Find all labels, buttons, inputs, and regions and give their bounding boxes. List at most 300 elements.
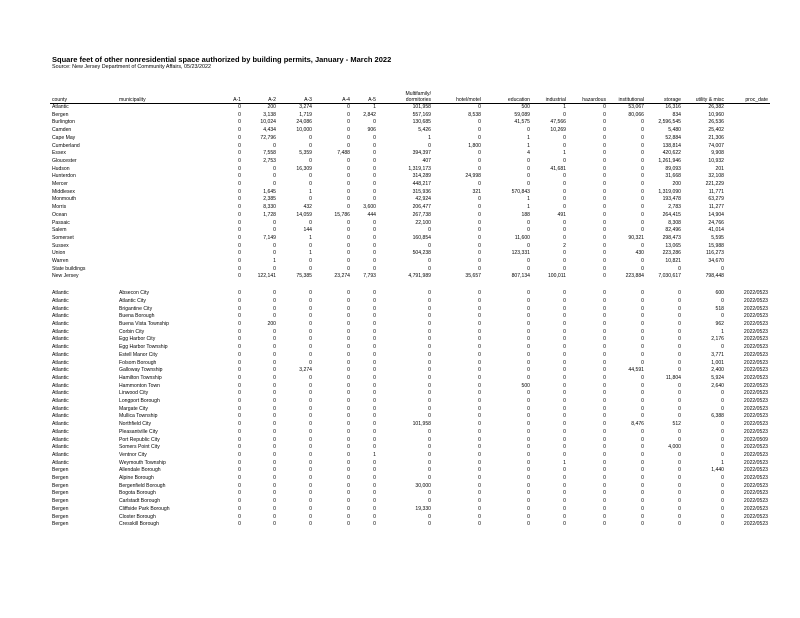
value-cell: 0 — [478, 165, 481, 172]
value-cell: 0 — [603, 498, 606, 505]
value-cell: 0 — [563, 413, 566, 420]
value-cell: 0 — [273, 367, 276, 374]
value-cell: 5,359 — [299, 150, 312, 157]
value-cell: 0 — [603, 382, 606, 389]
value-cell: 0 — [373, 374, 376, 381]
value-cell: 0 — [238, 521, 241, 528]
county-cell: Hunterdon — [52, 173, 76, 180]
municipality-cell: Atlantic City — [119, 297, 146, 304]
value-cell: 0 — [563, 421, 566, 428]
value-cell: 2022/0523 — [743, 475, 768, 482]
value-cell: 0 — [678, 328, 681, 335]
value-cell: 0 — [478, 521, 481, 528]
value-cell: 0 — [478, 505, 481, 512]
value-cell: 2,176 — [711, 336, 724, 343]
county-cell: Ocean — [52, 211, 68, 218]
municipality-row — [50, 429, 770, 437]
value-cell: 0 — [641, 498, 644, 505]
value-cell: 1 — [721, 459, 724, 466]
value-cell: 0 — [563, 250, 566, 257]
value-cell: 0 — [641, 405, 644, 412]
value-cell: 34,670 — [708, 258, 724, 265]
value-cell: 0 — [373, 134, 376, 141]
value-cell: 0 — [373, 505, 376, 512]
value-cell — [726, 150, 770, 158]
value-cell: 0 — [238, 173, 241, 180]
value-cell: 122,141 — [257, 273, 276, 280]
value-cell: 0 — [347, 475, 350, 482]
value-cell: 0 — [309, 505, 312, 512]
value-cell: 7,030,617 — [658, 273, 681, 280]
value-cell: 0 — [373, 421, 376, 428]
value-cell: 0 — [527, 390, 530, 397]
county-row — [50, 235, 770, 243]
value-cell: 0 — [428, 390, 431, 397]
value-cell: 0 — [238, 320, 241, 327]
value-cell: 0 — [347, 320, 350, 327]
value-cell: 0 — [347, 258, 350, 265]
value-cell: 0 — [527, 336, 530, 343]
county-cell: Bergen — [52, 505, 69, 512]
value-cell: 32,108 — [708, 173, 724, 180]
value-cell: 0 — [478, 405, 481, 412]
value-cell: 0 — [428, 265, 431, 272]
value-cell: 0 — [373, 351, 376, 358]
value-cell: 0 — [373, 444, 376, 451]
value-cell: 0 — [373, 227, 376, 234]
municipality-cell: Galloway Township — [119, 367, 163, 374]
value-cell: 0 — [309, 265, 312, 272]
value-cell: 0 — [347, 513, 350, 520]
value-cell: 0 — [603, 157, 606, 164]
value-cell: 0 — [563, 374, 566, 381]
value-cell: 0 — [603, 390, 606, 397]
value-cell: 5,426 — [418, 127, 431, 134]
value-cell: 2022/0523 — [743, 351, 768, 358]
value-cell: 0 — [238, 421, 241, 428]
value-cell: 0 — [641, 475, 644, 482]
value-cell: 432 — [303, 204, 312, 211]
value-cell: 600 — [715, 290, 724, 297]
county-cell: Bergen — [52, 498, 69, 505]
county-cell: Bergen — [52, 467, 69, 474]
column-header: hotel/motel — [433, 89, 483, 104]
value-cell: 2022/0523 — [743, 367, 768, 374]
municipality-cell: Longport Borough — [119, 398, 160, 405]
value-cell: 0 — [563, 444, 566, 451]
value-cell: 0 — [238, 398, 241, 405]
value-cell: 0 — [238, 382, 241, 389]
value-cell: 0 — [238, 297, 241, 304]
value-cell: 0 — [641, 451, 644, 458]
value-cell: 16,309 — [296, 165, 312, 172]
value-cell: 0 — [238, 490, 241, 497]
value-cell: 15,988 — [708, 242, 724, 249]
value-cell: 0 — [678, 297, 681, 304]
value-cell: 0 — [678, 344, 681, 351]
value-cell: 0 — [641, 398, 644, 405]
value-cell: 0 — [238, 242, 241, 249]
value-cell: 0 — [641, 297, 644, 304]
value-cell: 9,908 — [711, 150, 724, 157]
county-cell: Essex — [52, 150, 66, 157]
municipality-row — [50, 398, 770, 406]
column-header: industrial — [532, 89, 568, 104]
column-header: A-3 — [278, 89, 314, 104]
value-cell — [726, 243, 770, 251]
value-cell: 0 — [347, 398, 350, 405]
value-cell: 8,330 — [263, 204, 276, 211]
municipality-cell: Buena Borough — [119, 313, 155, 320]
value-cell: 0 — [603, 521, 606, 528]
value-cell: 2022/0509 — [743, 436, 768, 443]
value-cell: 2022/0523 — [743, 498, 768, 505]
value-cell: 1 — [373, 451, 376, 458]
value-cell — [726, 235, 770, 243]
value-cell: 0 — [527, 367, 530, 374]
municipality-cell: Cliffside Park Borough — [119, 505, 170, 512]
value-cell: 0 — [603, 234, 606, 241]
value-cell: 0 — [527, 421, 530, 428]
value-cell: 0 — [428, 521, 431, 528]
value-cell: 1,001 — [711, 359, 724, 366]
value-cell: 41,575 — [514, 119, 530, 126]
value-cell: 0 — [309, 428, 312, 435]
value-cell: 0 — [641, 374, 644, 381]
municipality-row — [50, 475, 770, 483]
value-cell: 0 — [373, 265, 376, 272]
value-cell: 0 — [347, 234, 350, 241]
value-cell: 0 — [563, 227, 566, 234]
value-cell: 0 — [273, 451, 276, 458]
value-cell: 223,884 — [625, 273, 644, 280]
value-cell: 0 — [603, 265, 606, 272]
value-cell: 0 — [478, 211, 481, 218]
value-cell: 0 — [563, 134, 566, 141]
municipality-row — [50, 375, 770, 383]
value-cell: 26,382 — [708, 104, 724, 110]
county-cell: Bergen — [52, 513, 69, 520]
value-cell: 0 — [238, 181, 241, 188]
value-cell: 0 — [478, 290, 481, 297]
municipality-row — [50, 498, 770, 506]
county-row — [50, 104, 770, 112]
value-cell: 0 — [563, 336, 566, 343]
value-cell: 0 — [347, 390, 350, 397]
value-cell: 0 — [721, 521, 724, 528]
value-cell: 0 — [478, 444, 481, 451]
value-cell: 0 — [273, 421, 276, 428]
value-cell: 0 — [563, 390, 566, 397]
column-header: storage — [646, 89, 683, 104]
value-cell: 0 — [603, 398, 606, 405]
value-cell: 0 — [678, 320, 681, 327]
municipality-cell: Alpine Borough — [119, 475, 154, 482]
value-cell: 0 — [373, 521, 376, 528]
municipality-row — [50, 336, 770, 344]
value-cell: 0 — [373, 150, 376, 157]
value-cell: 10,024 — [260, 119, 276, 126]
value-cell: 0 — [641, 211, 644, 218]
county-cell: Atlantic — [52, 344, 69, 351]
table-header-row — [50, 89, 770, 104]
value-cell: 0 — [309, 173, 312, 180]
value-cell: 0 — [478, 150, 481, 157]
value-cell: 0 — [563, 297, 566, 304]
municipality-cell: Hammonton Town — [119, 382, 160, 389]
value-cell: 1,800 — [468, 142, 481, 149]
municipality-cell: Northfield City — [119, 421, 151, 428]
value-cell: 0 — [563, 173, 566, 180]
value-cell: 0 — [478, 351, 481, 358]
value-cell: 0 — [527, 328, 530, 335]
value-cell: 2,400 — [711, 367, 724, 374]
value-cell: 2,385 — [263, 196, 276, 203]
value-cell: 1,261,946 — [658, 157, 681, 164]
value-cell: 0 — [347, 111, 350, 118]
value-cell: 0 — [678, 359, 681, 366]
value-cell: 0 — [309, 344, 312, 351]
value-cell: 0 — [373, 242, 376, 249]
value-cell: 0 — [563, 405, 566, 412]
value-cell: 116,273 — [705, 250, 724, 257]
value-cell: 500 — [521, 104, 530, 110]
value-cell: 2022/0523 — [743, 490, 768, 497]
value-cell: 0 — [678, 428, 681, 435]
municipality-cell — [117, 127, 223, 135]
value-cell: 0 — [603, 436, 606, 443]
value-cell: 1 — [309, 188, 312, 195]
value-cell: 0 — [347, 165, 350, 172]
county-cell: Atlantic — [52, 367, 69, 374]
value-cell: 0 — [238, 505, 241, 512]
municipality-row — [50, 298, 770, 306]
value-cell: 101,958 — [412, 104, 431, 110]
value-cell: 0 — [603, 297, 606, 304]
value-cell: 0 — [603, 242, 606, 249]
value-cell: 0 — [428, 405, 431, 412]
value-cell: 0 — [527, 320, 530, 327]
municipality-cell — [117, 158, 223, 166]
value-cell: 0 — [347, 367, 350, 374]
value-cell: 2022/0523 — [743, 336, 768, 343]
value-cell: 0 — [309, 490, 312, 497]
county-cell: Union — [52, 250, 66, 257]
value-cell: 5,480 — [668, 127, 681, 134]
value-cell: 0 — [641, 436, 644, 443]
value-cell: 0 — [309, 436, 312, 443]
value-cell: 0 — [603, 227, 606, 234]
value-cell: 0 — [347, 413, 350, 420]
value-cell: 0 — [309, 451, 312, 458]
municipality-row — [50, 506, 770, 514]
value-cell: 0 — [527, 227, 530, 234]
value-cell: 0 — [428, 428, 431, 435]
value-cell: 1,440 — [711, 467, 724, 474]
value-cell: 0 — [309, 475, 312, 482]
municipality-cell — [117, 166, 223, 174]
value-cell: 2022/0523 — [743, 482, 768, 489]
value-cell: 0 — [563, 258, 566, 265]
county-cell: Atlantic — [52, 390, 69, 397]
value-cell: 0 — [527, 127, 530, 134]
value-cell — [726, 250, 770, 258]
value-cell: 0 — [603, 459, 606, 466]
value-cell: 0 — [721, 344, 724, 351]
value-cell: 0 — [527, 344, 530, 351]
value-cell: 52,884 — [665, 134, 681, 141]
municipality-cell — [117, 250, 223, 258]
municipality-cell: Absecon City — [119, 290, 150, 297]
value-cell: 72,796 — [260, 134, 276, 141]
value-cell: 0 — [373, 119, 376, 126]
column-header: A-4 — [314, 89, 352, 104]
value-cell: 0 — [238, 150, 241, 157]
value-cell: 0 — [678, 290, 681, 297]
municipality-row — [50, 290, 770, 298]
value-cell: 0 — [309, 513, 312, 520]
column-header: A-2 — [243, 89, 278, 104]
municipality-cell — [117, 112, 223, 120]
value-cell: 0 — [678, 451, 681, 458]
value-cell: 298,473 — [662, 234, 681, 241]
value-cell: 0 — [373, 467, 376, 474]
value-cell: 0 — [563, 351, 566, 358]
county-cell: Atlantic — [52, 444, 69, 451]
value-cell: 0 — [641, 173, 644, 180]
value-cell: 0 — [347, 119, 350, 126]
value-cell: 1,319,173 — [408, 165, 431, 172]
value-cell: 2022/0523 — [743, 290, 768, 297]
page-title: Square feet of other nonresidential space authorized by building permits, January - March 2022 — [52, 55, 392, 64]
value-cell: 0 — [273, 498, 276, 505]
value-cell: 0 — [563, 382, 566, 389]
value-cell: 0 — [309, 444, 312, 451]
value-cell: 0 — [428, 297, 431, 304]
county-cell: Warren — [52, 258, 69, 265]
county-cell: Bergen — [52, 482, 69, 489]
municipality-cell: Bogota Borough — [119, 490, 156, 497]
value-cell: 0 — [721, 475, 724, 482]
municipality-cell — [117, 104, 223, 112]
value-cell: 0 — [373, 320, 376, 327]
value-cell: 2022/0523 — [743, 390, 768, 397]
value-cell: 0 — [603, 336, 606, 343]
value-cell: 0 — [527, 157, 530, 164]
value-cell: 0 — [273, 490, 276, 497]
value-cell: 0 — [273, 297, 276, 304]
value-cell: 0 — [721, 436, 724, 443]
value-cell: 0 — [273, 344, 276, 351]
value-cell: 0 — [428, 498, 431, 505]
municipality-row — [50, 483, 770, 491]
county-row — [50, 173, 770, 181]
value-cell: 0 — [373, 297, 376, 304]
value-cell: 1 — [527, 134, 530, 141]
value-cell — [726, 212, 770, 220]
value-cell: 1 — [563, 150, 566, 157]
value-cell: 0 — [641, 127, 644, 134]
value-cell: 0 — [478, 320, 481, 327]
column-header: county — [50, 89, 117, 104]
value-cell: 0 — [347, 297, 350, 304]
municipality-cell: Mullica Township — [119, 413, 158, 420]
value-cell: 31,668 — [665, 173, 681, 180]
municipality-row — [50, 467, 770, 475]
value-cell: 53,067 — [628, 104, 644, 110]
value-cell: 0 — [678, 390, 681, 397]
value-cell: 0 — [478, 382, 481, 389]
value-cell: 0 — [347, 227, 350, 234]
value-cell: 201 — [715, 165, 724, 172]
county-cell: Sussex — [52, 242, 69, 249]
value-cell: 2022/0523 — [743, 344, 768, 351]
value-cell: 0 — [373, 234, 376, 241]
value-cell: 0 — [238, 290, 241, 297]
value-cell: 0 — [238, 328, 241, 335]
value-cell: 0 — [478, 204, 481, 211]
municipality-cell: Ventnor City — [119, 451, 147, 458]
value-cell: 2022/0523 — [743, 405, 768, 412]
value-cell: 0 — [641, 181, 644, 188]
municipality-cell: Pleasantville City — [119, 428, 158, 435]
value-cell: 0 — [478, 428, 481, 435]
value-cell: 0 — [527, 219, 530, 226]
value-cell: 0 — [527, 313, 530, 320]
municipality-cell — [117, 150, 223, 158]
value-cell: 3,274 — [299, 367, 312, 374]
value-cell: 0 — [678, 436, 681, 443]
value-cell: 0 — [238, 142, 241, 149]
value-cell: 2022/0523 — [743, 513, 768, 520]
value-cell: 0 — [347, 467, 350, 474]
value-cell: 0 — [603, 451, 606, 458]
value-cell: 0 — [603, 482, 606, 489]
value-cell: 0 — [678, 382, 681, 389]
municipality-cell: Estell Manor City — [119, 351, 158, 358]
value-cell: 0 — [603, 181, 606, 188]
value-cell: 0 — [238, 428, 241, 435]
value-cell — [726, 127, 770, 135]
county-row — [50, 212, 770, 220]
county-row — [50, 196, 770, 204]
county-cell: Somerset — [52, 234, 74, 241]
value-cell: 0 — [478, 451, 481, 458]
column-header: A-1 — [223, 89, 243, 104]
value-cell: 8,476 — [631, 421, 644, 428]
value-cell: 0 — [563, 490, 566, 497]
municipality-cell — [117, 220, 223, 228]
value-cell: 1 — [309, 234, 312, 241]
county-row — [50, 189, 770, 197]
value-cell: 570,843 — [511, 188, 530, 195]
value-cell: 0 — [347, 313, 350, 320]
value-cell: 0 — [478, 374, 481, 381]
value-cell: 0 — [678, 351, 681, 358]
county-cell: Atlantic — [52, 413, 69, 420]
value-cell: 15,786 — [334, 211, 350, 218]
value-cell: 0 — [428, 305, 431, 312]
column-header: institutional — [608, 89, 646, 104]
municipality-cell: Corbin City — [119, 328, 145, 335]
value-cell: 0 — [373, 305, 376, 312]
value-cell: 0 — [428, 475, 431, 482]
value-cell: 0 — [563, 219, 566, 226]
value-cell: 0 — [373, 428, 376, 435]
value-cell: 0 — [563, 513, 566, 520]
value-cell: 13,065 — [665, 242, 681, 249]
value-cell: 0 — [563, 428, 566, 435]
